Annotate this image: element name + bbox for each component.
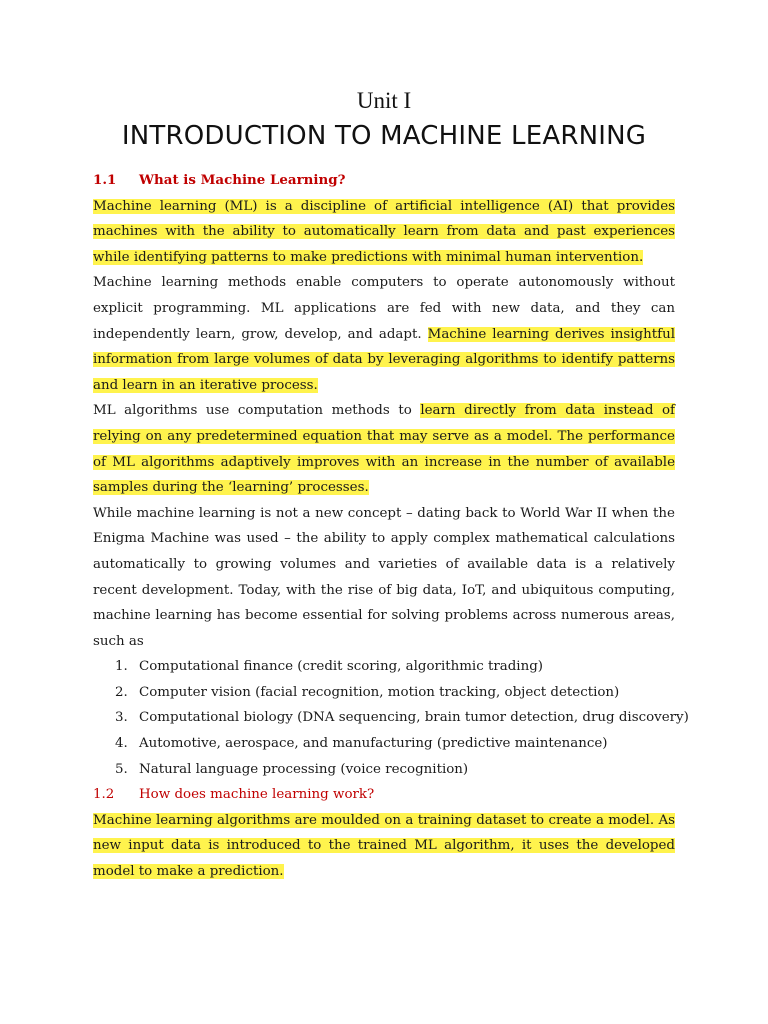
- paragraph-ml-how-it-works: [93, 808, 675, 885]
- paragraph-ml-history: While machine learning is not a new concept – dating back to World War II when the Enigma Machine was used – the ability to apply complex mathematical calculations automatically to growing volumes and varieties of available data is a relatively recent development. Today, with the rise of big data, IoT, and ubiquitous computing, machine learning has become essential for solving problems across numerous areas, such as: [93, 505, 675, 649]
- list-marker: 5.: [115, 761, 128, 777]
- paragraph-ml-definition: [93, 194, 675, 271]
- highlighted-text: Machine learning algorithms are moulded on a training dataset to create a model. As new input data is introduced to the trained ML algorithm, it uses the developed model to make a prediction.: [93, 812, 675, 880]
- list-item-text: Natural language processing (voice recognition): [139, 761, 469, 777]
- section-title: What is Machine Learning?: [139, 172, 346, 188]
- paragraph-ml-methods: [93, 270, 675, 398]
- list-item-text: Computational finance (credit scoring, algorithmic trading): [139, 659, 544, 675]
- list-item: [93, 705, 689, 731]
- paragraph-ml-algorithms: [93, 398, 675, 500]
- section-heading-1-1: [93, 168, 675, 194]
- list-item-text: Automotive, aerospace, and manufacturing (predictive maintenance): [139, 736, 608, 752]
- list-item: [93, 731, 675, 757]
- section-number: 1.2: [93, 787, 115, 803]
- list-marker: 4.: [115, 736, 128, 752]
- list-item: [93, 680, 675, 706]
- plain-text: ML algorithms use computation methods to: [93, 403, 421, 419]
- section-number: 1.1: [93, 172, 117, 188]
- document-title: INTRODUCTION TO MACHINE LEARNING: [121, 121, 647, 151]
- list-marker: 1.: [115, 659, 128, 675]
- unit-label: Unit I: [356, 88, 412, 113]
- plain-text: Machine learning methods enable computers to operate autonomously without explicit programming. ML applications are fed with new data, and they can independently learn, grow, develop, and adapt.: [93, 275, 675, 342]
- section-title: How does machine learning work?: [139, 787, 375, 803]
- highlighted-text: Machine learning (ML) is a discipline of artificial intelligence (AI) that provides machines with the ability to automatically learn from data and past experiences while identifying patterns to make predictions with minimal human intervention.: [93, 198, 675, 265]
- list-marker: 3.: [115, 710, 128, 726]
- list-item: [93, 757, 675, 783]
- list-marker: 2.: [115, 684, 128, 700]
- highlighted-text: Machine learning derives insightful information from large volumes of data by leveraging algorithms to identify patterns and learn in an iterative process.: [93, 326, 675, 393]
- document-body: [93, 168, 689, 885]
- section-heading-1-2: [93, 782, 675, 808]
- list-item: [93, 654, 675, 680]
- list-item-text: Computational biology (DNA sequencing, brain tumor detection, drug discovery): [139, 710, 689, 726]
- list-item-text: Computer vision (facial recognition, motion tracking, object detection): [139, 684, 620, 700]
- highlighted-text: learn directly from data instead of relying on any predetermined equation that may serve as a model. The performance of ML algorithms adaptively improves with an increase in the number of available samples during the ‘learning’ processes.: [93, 403, 675, 496]
- application-areas-list: [93, 654, 689, 782]
